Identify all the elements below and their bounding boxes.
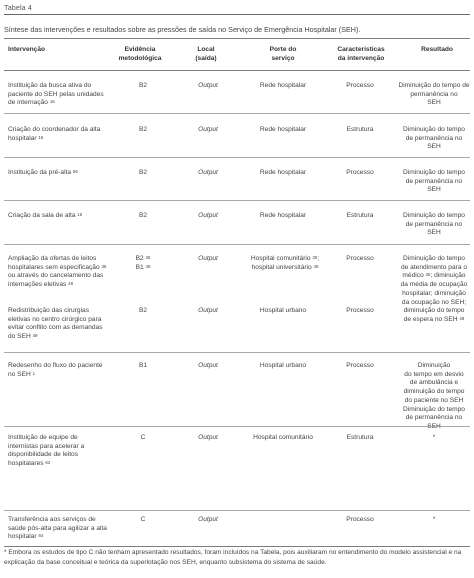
row5-evidencia: B2 $^{35}$ B1 $^{48}$ (135, 255, 151, 271)
row4-intervencao: Criação da sala de alta $^{16}$ (8, 212, 83, 219)
row1-porte: Rede hospitalar (259, 82, 307, 89)
row8-evidencia: C (140, 434, 146, 441)
row3-porte: Rede hospitalar (259, 169, 307, 176)
row-divider (4, 510, 470, 511)
row7-caracteristicas: Processo (346, 362, 374, 369)
row6-evidencia: B2 (138, 307, 148, 314)
row3-evidencia: B2 (138, 169, 148, 176)
row4-resultado: Diminuição do tempo de permanência no SEH (403, 212, 465, 237)
row4-local: Output (198, 212, 218, 219)
row2-porte: Rede hospitalar (259, 126, 307, 133)
row5-porte: Hospital comunitário $^{35}$; hospital universitário $^{48}$ (250, 255, 320, 271)
row4-caracteristicas: Estrutura (346, 212, 374, 219)
row-divider (4, 200, 470, 201)
row8-porte: Hospital comunitário (253, 434, 313, 441)
row5-caracteristicas: Processo (346, 255, 374, 262)
row-divider (4, 352, 470, 353)
row3-intervencao: Instituição da pré-alta $^{56}$ (8, 169, 78, 176)
row1-local: Output (198, 82, 218, 89)
row6-porte: Hospital urbano (259, 307, 307, 314)
table-bottom-rule (4, 546, 470, 547)
row7-porte: Hospital urbano (259, 362, 307, 369)
row9-intervencao: Transferência aos serviços de saúde pós-alta para agilizar a alta hospitalar $^{64}$ (8, 516, 107, 541)
row2-local: Output (198, 126, 218, 133)
header-caracteristicas: Características da intervenção (337, 46, 385, 62)
row8-resultado: * (432, 434, 436, 441)
row5-local: Output (198, 255, 218, 262)
row7-intervencao: Redesenho do fluxo do paciente no SEH $^1$ (8, 362, 103, 378)
row1-resultado: Diminuição do tempo de permanência no SEH (398, 82, 470, 107)
row-divider (4, 157, 470, 158)
row4-evidencia: B2 (138, 212, 148, 219)
row6-caracteristicas: Processo (346, 307, 374, 314)
row6-local: Output (198, 307, 218, 314)
header-resultado: Resultado (421, 46, 453, 53)
row7-local: Output (198, 362, 218, 369)
row2-resultado: Diminuição do tempo de permanência no SEH (403, 126, 465, 151)
row1-intervencao: Instituição da busca ativa do paciente do SEH pelas unidades de internação $^{16}$ (8, 82, 104, 107)
header-bottom-rule (4, 70, 470, 71)
header-top-rule (4, 38, 470, 39)
row9-local: Output (198, 516, 218, 523)
row1-caracteristicas: Processo (346, 82, 374, 89)
row5-intervencao: Ampliação da ofertas de leitos hospitalares sem especificação $^{35}$ ou através do cancelamento das internações eletivas $^{48}$ (8, 255, 107, 289)
row6-intervencao: Redistribuição das cirurgias eletivas no centro cirúrgico para evitar conflito com as demandas do SEH $^{49}$ (8, 307, 103, 341)
row7-resultado: Diminuição do tempo em desvio de ambulância e diminuição do tempo do paciente no SEH Diminuição do tempo de permanência no SEH (403, 362, 465, 430)
header-evidencia: Evidência metodológica (118, 46, 162, 62)
header-intervencao: Intervenção (8, 46, 46, 53)
row3-local: Output (198, 169, 218, 176)
table-caption: Síntese das intervenções e resultados sobre as pressões de saída no Serviço de Emergência Hospitalar (SEH). (4, 25, 361, 34)
row2-intervencao: Criação do coordenador da alta hospitalar $^{16}$ (8, 126, 101, 142)
row9-resultado: * (432, 516, 436, 523)
header-porte: Porte do serviço (269, 46, 297, 62)
row8-caracteristicas: Estrutura (346, 434, 374, 441)
row8-intervencao: Instituição de equipe de internistas para acelerar a disponibilidade de leitos hospitalares $^{62}$ (8, 434, 85, 468)
row3-resultado: Diminuição do tempo de permanência no SEH (403, 169, 465, 194)
row5-resultado: Diminuição do tempo de atendimento para o médico $^{35}$; diminuição da média de ocupação hospitalar; diminuição da ocupação no SEH; diminuição do tempo de espera no SEH $^{48}$ (400, 255, 468, 323)
row9-caracteristicas: Processo (346, 516, 374, 523)
row-divider (4, 426, 470, 427)
row2-evidencia: B2 (138, 126, 148, 133)
row9-evidencia: C (140, 516, 146, 523)
row8-local: Output (198, 434, 218, 441)
row3-caracteristicas: Processo (346, 169, 374, 176)
row7-evidencia: B1 (138, 362, 148, 369)
row-divider (4, 113, 470, 114)
row-divider (4, 244, 470, 245)
table-label: Tabela 4 (4, 3, 32, 12)
table-footnote: * Embora os estudos de tipo C não tenham apresentado resultados, foram incluídos na Tabela, pois auxiliaram no entendimento do modelo assistencial e na explicação da base conceitual e teórica da superlotação nos SEH, enquanto subsistema do sistema de saúde. (4, 549, 462, 566)
top-rule (4, 14, 470, 15)
row2-caracteristicas: Estrutura (346, 126, 374, 133)
header-local: Local (saída) (195, 46, 217, 62)
row1-evidencia: B2 (138, 82, 148, 89)
row4-porte: Rede hospitalar (259, 212, 307, 219)
